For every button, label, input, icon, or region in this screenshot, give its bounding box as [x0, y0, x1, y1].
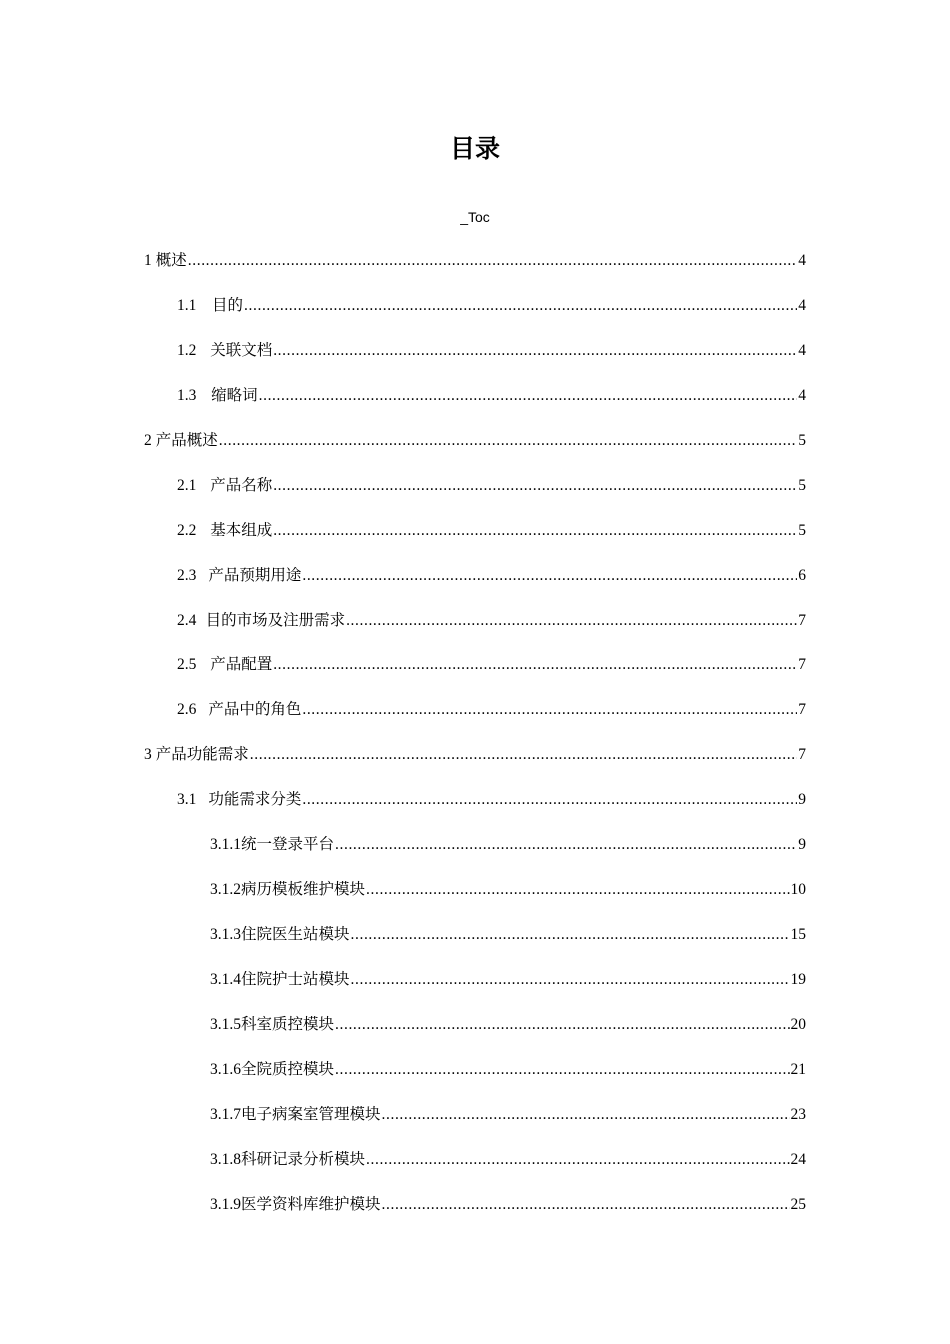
toc-entry-page: 7 — [798, 746, 806, 763]
toc-entry-page: 5 — [798, 522, 806, 539]
toc-entry-page: 7 — [798, 701, 806, 718]
toc-entry-3-1-1[interactable] — [210, 832, 806, 858]
dot-leader — [273, 652, 797, 678]
page-title: 目录 — [449, 134, 500, 163]
toc-entry-3-1-9[interactable] — [210, 1192, 806, 1218]
dot-leader — [382, 1192, 790, 1218]
toc-entry-3-1-6[interactable] — [210, 1057, 806, 1083]
toc-entry-number: 2 — [144, 432, 152, 449]
toc-entry-3-1-4[interactable] — [210, 967, 806, 993]
toc-entry-label: 产品配置 — [210, 656, 273, 673]
toc-entry-label: 功能需求分类 — [208, 791, 302, 808]
toc-entry-label: 产品预期用途 — [208, 567, 302, 584]
toc-entry-2-6[interactable] — [177, 697, 806, 723]
toc-entry-page: 7 — [798, 656, 806, 673]
toc-entry-page: 5 — [798, 477, 806, 494]
toc-entry-label: 住院医生站模块 — [241, 926, 350, 943]
toc-entry-number: 3.1 — [177, 791, 197, 808]
dot-leader — [335, 1057, 789, 1083]
dot-leader — [273, 473, 797, 499]
toc-entry-label: 科研记录分析模块 — [241, 1151, 366, 1168]
toc-entry-2[interactable] — [144, 428, 806, 454]
toc-entry-number: 2.3 — [177, 567, 197, 584]
toc-entry-page: 10 — [790, 881, 806, 898]
toc-entry-page: 4 — [798, 342, 806, 359]
toc-entry-2-1[interactable] — [177, 473, 806, 499]
dot-leader — [302, 787, 797, 813]
dot-leader — [351, 967, 790, 993]
dot-leader — [244, 293, 797, 319]
dot-leader — [250, 742, 797, 768]
toc-entry-label: 基本组成 — [210, 522, 273, 539]
toc-entry-2-2[interactable] — [177, 518, 806, 544]
dot-leader — [335, 832, 797, 858]
toc-entry-number: 3.1.9 — [210, 1196, 241, 1213]
toc-entry-page: 9 — [798, 836, 806, 853]
dot-leader — [351, 922, 790, 948]
toc-entry-page: 24 — [790, 1151, 806, 1168]
toc-entry-2-5[interactable] — [177, 652, 806, 678]
toc-entry-number: 1 — [144, 252, 152, 269]
toc-entry-label: 产品概述 — [155, 432, 218, 449]
dot-leader — [302, 563, 797, 589]
dot-leader — [302, 697, 797, 723]
toc-entry-number: 3.1.7 — [210, 1106, 241, 1123]
toc-entry-page: 4 — [798, 297, 806, 314]
toc-entry-1[interactable] — [144, 248, 806, 274]
toc-entry-label: 科室质控模块 — [241, 1016, 335, 1033]
toc-entry-number: 2.4 — [177, 612, 197, 629]
toc-entry-number: 3.1.1 — [210, 836, 241, 853]
dot-leader — [382, 1102, 790, 1128]
toc-entry-3-1-8[interactable] — [210, 1147, 806, 1173]
toc-entry-number: 3 — [144, 746, 152, 763]
toc-entry-number: 3.1.8 — [210, 1151, 241, 1168]
toc-entry-3-1[interactable] — [177, 787, 806, 813]
toc-entry-page: 21 — [790, 1061, 806, 1078]
dot-leader — [366, 877, 789, 903]
toc-entry-label: 概述 — [155, 252, 187, 269]
toc-entry-label: 全院质控模块 — [241, 1061, 335, 1078]
dot-leader — [188, 248, 797, 274]
toc-entry-label: 统一登录平台 — [241, 836, 335, 853]
toc-entry-page: 4 — [798, 387, 806, 404]
toc-entry-number: 3.1.5 — [210, 1016, 241, 1033]
toc-entry-3-1-2[interactable] — [210, 877, 806, 903]
toc-entry-2-4[interactable] — [177, 608, 806, 634]
toc-entry-page: 7 — [798, 612, 806, 629]
toc-field-code: _Toc — [460, 209, 490, 225]
dot-leader — [259, 383, 798, 409]
toc-entry-page: 9 — [798, 791, 806, 808]
toc-entry-page: 5 — [798, 432, 806, 449]
toc-entry-number: 2.1 — [177, 477, 197, 494]
toc-entry-label: 电子病案室管理模块 — [241, 1106, 381, 1123]
toc-entry-label: 医学资料库维护模块 — [241, 1196, 381, 1213]
toc-entry-2-3[interactable] — [177, 563, 806, 589]
toc-entry-1-2[interactable] — [177, 338, 806, 364]
dot-leader — [219, 428, 797, 454]
toc-entry-page: 25 — [790, 1196, 806, 1213]
toc-entry-1-1[interactable] — [177, 293, 806, 319]
dot-leader — [346, 608, 797, 634]
toc-entry-label: 病历模板维护模块 — [241, 881, 366, 898]
toc-entry-label: 关联文档 — [210, 342, 273, 359]
toc-entry-3[interactable] — [144, 742, 806, 768]
toc-entry-number: 2.6 — [177, 701, 197, 718]
dot-leader — [366, 1147, 789, 1173]
toc-entry-page: 4 — [798, 252, 806, 269]
dot-leader — [273, 338, 797, 364]
toc-entry-1-3[interactable] — [177, 383, 806, 409]
toc-entry-number: 2.5 — [177, 656, 197, 673]
toc-entry-page: 20 — [790, 1016, 806, 1033]
toc-entry-label: 目的市场及注册需求 — [205, 612, 346, 629]
toc-entry-page: 23 — [790, 1106, 806, 1123]
toc-entry-page: 19 — [790, 971, 806, 988]
toc-entry-number: 3.1.3 — [210, 926, 241, 943]
dot-leader — [273, 518, 797, 544]
toc-entry-3-1-7[interactable] — [210, 1102, 806, 1128]
toc-entry-number: 1.1 — [177, 297, 197, 314]
toc-entry-number: 1.2 — [177, 342, 197, 359]
toc-entry-number: 3.1.2 — [210, 881, 241, 898]
toc-entry-page: 15 — [790, 926, 806, 943]
toc-entry-label: 缩略词 — [211, 387, 258, 404]
toc-entry-label: 住院护士站模块 — [241, 971, 350, 988]
toc-entry-label: 目的 — [212, 297, 244, 314]
toc-entry-number: 3.1.6 — [210, 1061, 241, 1078]
toc-entry-3-1-5[interactable] — [210, 1012, 806, 1038]
toc-entry-page: 6 — [798, 567, 806, 584]
toc-entry-label: 产品中的角色 — [208, 701, 302, 718]
toc-entry-label: 产品功能需求 — [155, 746, 249, 763]
toc-entry-3-1-3[interactable] — [210, 922, 806, 948]
toc-entry-label: 产品名称 — [210, 477, 273, 494]
toc-entry-number: 2.2 — [177, 522, 197, 539]
dot-leader — [335, 1012, 789, 1038]
toc-entry-number: 1.3 — [177, 387, 197, 404]
toc-entry-number: 3.1.4 — [210, 971, 241, 988]
